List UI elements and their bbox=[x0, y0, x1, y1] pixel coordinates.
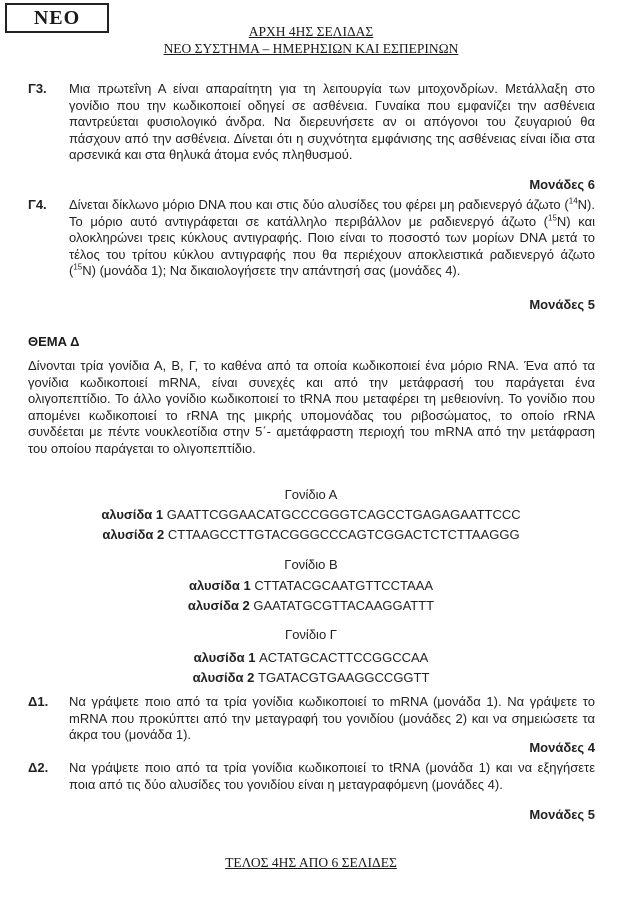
question-d1-marks: Μονάδες 4 bbox=[529, 740, 595, 755]
isotope-14: 14 bbox=[568, 196, 578, 206]
question-g3-text: Μια πρωτεΐνη Α είναι απαραίτητη για τη λειτουργία των μιτοχονδρίων. Μετάλλαξη στο γονίδιο που την κωδικοποιεί οδηγεί σε ασθένεια. Γυναίκα που εμφανίζει την ασθένεια παντρεύεται φυσιολογικό άνδρα. Να διερευνήσετε αν οι απόγονοι του ζευγαριού θα πάσχουν από την ασθένεια. Δίνεται ότι η συχνότητα εμφάνισης της ασθένειας είναι ίδια στα αρσενικά και στα θηλυκά άτομα ενός πληθυσμού. bbox=[69, 81, 595, 163]
question-d1-text: Να γράψετε ποιο από τα τρία γονίδια κωδικοποιεί το mRNA (μονάδα 1). Να γράψετε το mRNA που προκύπτει από την μεταγραφή του γονιδίου (μονάδες 2) και να σημειώσετε τα άκρα του (μονάδα 1). bbox=[69, 694, 595, 743]
question-d1-label: Δ1. bbox=[28, 694, 49, 709]
isotope-15-b: 15 bbox=[73, 263, 83, 273]
question-d2-label: Δ2. bbox=[28, 760, 49, 775]
theme-d-title: ΘΕΜΑ Δ bbox=[28, 334, 80, 349]
neo-label-box: ΝΕΟ bbox=[5, 3, 109, 33]
page-header-system: ΝΕΟ ΣΥΣΤΗΜΑ – ΗΜΕΡΗΣΙΩΝ ΚΑΙ ΕΣΠΕΡΙΝΩΝ bbox=[163, 41, 459, 56]
gene-c-strand-2: αλυσίδα 2 TGATACGTGAAGGCCGGTT bbox=[192, 670, 430, 685]
question-g3-label: Γ3. bbox=[28, 81, 47, 96]
gene-c-title: Γονίδιο Γ bbox=[285, 627, 337, 642]
isotope-15: 15 bbox=[548, 213, 557, 223]
question-g4-marks: Μονάδες 5 bbox=[529, 297, 595, 312]
page-footer: ΤΕΛΟΣ 4ΗΣ ΑΠΟ 6 ΣΕΛΙΔΕΣ bbox=[225, 855, 397, 870]
question-d2-text: Να γράψετε ποιο από τα τρία γονίδια κωδικοποιεί το tRNA (μονάδα 1) και να εξηγήσετε ποια από τις δύο αλυσίδες του γονιδίου είναι η μεταγραφόμενη (μονάδες 4). bbox=[69, 760, 595, 792]
question-g4-text: Δίνεται δίκλωνο μόριο DNA που και στις δύο αλυσίδες του φέρει μη ραδιενεργό άζωτο ($^{14}$N). Το μόριο αυτό αντιγράφεται σε κατάλληλο περιβάλλον με ραδιενεργό άζωτο ($^{15}$N) και ολοκληρώνει τρεις κύκλους αντιγραφής. Ποιο είναι το ποσοστό των μορίων DNA μετά το τέλος του τρίτου κύκλου αντιγραφής που θα περιέχουν αποκλειστικά ραδιενεργό άζωτο ($^{15}$N) (μονάδα 1); Να δικαιολογήσετε την απάντησή σας (μονάδες 4). bbox=[69, 196, 595, 279]
theme-d-intro: Δίνονται τρία γονίδια Α, Β, Γ, το καθένα από τα οποία κωδικοποιεί ένα μόριο RNA. Ένα από τα γονίδια κωδικοποιεί mRNA, είναι συνεχές και από την μετάφρασή του παράγεται ένα ολιγοπεπτίδιο. Το άλλο γονίδιο κωδικοποιεί το tRNA που μεταφέρει τη μεθειονίνη. Το γονίδιο που απομένει κωδικοποιεί το rRNA της μικρής υπομονάδας του ριβοσώματος, το οποίο rRNA συνδέεται με πέντε νουκλεοτίδια στην 5΄- αμετάφραστη περιοχή του mRNA από την μετάφραση του οποίου παράγεται το ολιγοπεπτίδιο. bbox=[28, 358, 595, 456]
question-g3-marks: Μονάδες 6 bbox=[529, 177, 595, 192]
gene-a-title: Γονίδιο Α bbox=[284, 487, 338, 502]
gene-a-strand-2: αλυσίδα 2 CTTAAGCCTTGTACGGGCCCAGTCGGACTCTCTTAAGGG bbox=[102, 527, 520, 542]
gene-b-strand-1: αλυσίδα 1 CTTATACGCAATGTTCCTAAA bbox=[188, 578, 434, 593]
gene-b-title: Γονίδιο Β bbox=[284, 557, 338, 572]
gene-c-strand-1: αλυσίδα 1 ACTATGCACTTCCGGCCAA bbox=[193, 650, 429, 665]
page-header-start: ΑΡΧΗ 4ΗΣ ΣΕΛΙΔΑΣ bbox=[248, 24, 374, 39]
gene-a-strand-1: αλυσίδα 1 GAATTCGGAACATGCCCGGGTCAGCCTGAGAGAATTCCC bbox=[101, 507, 521, 522]
question-d2-marks: Μονάδες 5 bbox=[529, 807, 595, 822]
gene-b-strand-2: αλυσίδα 2 GAATATGCGTTACAAGGATTT bbox=[187, 598, 435, 613]
question-g4-label: Γ4. bbox=[28, 197, 47, 212]
